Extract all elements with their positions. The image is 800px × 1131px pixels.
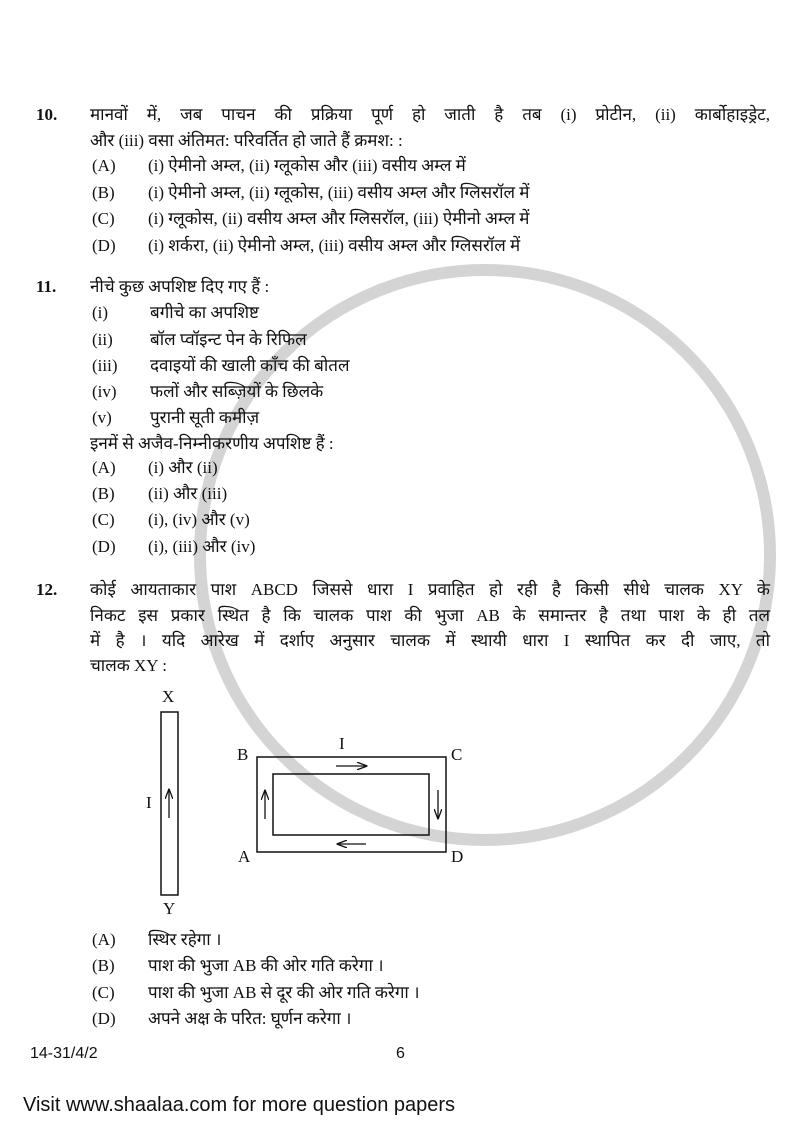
option-text: (i) ऐमीनो अम्ल, (ii) ग्लूकोस, (iii) वसीय अम्ल और ग्लिसरॉल में — [148, 183, 530, 202]
question-prompt: इनमें से अजैव-निम्नीकरणीय अपशिष्ट हैं : — [90, 434, 334, 453]
option-label: (D) — [92, 236, 116, 255]
label-a: A — [238, 847, 251, 866]
question-stem: नीचे कुछ अपशिष्ट दिए गए हैं : — [90, 277, 270, 296]
option-text: (ii) और (iii) — [148, 484, 228, 503]
option-text: (i) और (ii) — [148, 458, 218, 477]
option-label: (B) — [92, 183, 115, 202]
question-stem: मानवों में, जब पाचन की प्रक्रिया पूर्ण हो जाती है तब (i) प्रोटीन, (ii) कार्बोहाइड्रेट, — [90, 105, 770, 124]
question-number: 12. — [36, 580, 58, 599]
option-label: (C) — [92, 209, 115, 228]
label-y: Y — [163, 899, 176, 918]
label-x: X — [162, 687, 175, 706]
option-text: (i) ऐमीनो अम्ल, (ii) ग्लूकोस और (iii) वसीय अम्ल में — [148, 156, 466, 175]
item-label: (ii) — [92, 330, 113, 349]
option-text: स्थिर रहेगा । — [148, 930, 222, 949]
question-number: 10. — [36, 105, 58, 124]
item-text: पुरानी सूती कमीज़ — [150, 408, 260, 427]
label-rod-current: I — [146, 793, 152, 812]
loop-outer — [257, 757, 446, 852]
item-label: (iv) — [92, 382, 117, 401]
option-text: पाश की भुजा AB से दूर की ओर गति करेगा । — [148, 983, 420, 1002]
loop-inner — [273, 774, 429, 835]
question-stem: कोई आयताकार पाश ABCD जिससे धारा I प्रवाहित हो रही है किसी सीधे चालक XY के — [90, 580, 770, 599]
item-text: फलों और सब्ज़ियों के छिलके — [150, 382, 324, 401]
question-stem: और (iii) वसा अंतिमत: परिवर्तित हो जाते हैं क्रमश: : — [90, 131, 403, 150]
option-label: (C) — [92, 510, 115, 529]
item-label: (i) — [92, 303, 109, 322]
option-label: (A) — [92, 458, 116, 477]
option-label: (D) — [92, 537, 116, 556]
option-text: (i), (iii) और (iv) — [148, 537, 256, 556]
item-text: बॉल प्वॉइन्ट पेन के रिफिल — [150, 330, 307, 349]
paper-code: 14-31/4/2 — [30, 1045, 98, 1062]
question-stem: चालक XY : — [90, 656, 167, 675]
item-text: दवाइयों की खाली काँच की बोतल — [150, 356, 350, 375]
label-loop-current: I — [339, 734, 345, 753]
option-label: (A) — [92, 156, 116, 175]
label-d: D — [451, 847, 464, 866]
option-text: (i), (iv) और (v) — [148, 510, 250, 529]
option-text: (i) शर्करा, (ii) ऐमीनो अम्ल, (iii) वसीय अम्ल और ग्लिसरॉल में — [148, 236, 521, 255]
question-number: 11. — [36, 277, 57, 296]
visit-link[interactable]: Visit www.shaalaa.com for more question papers — [23, 1094, 456, 1116]
label-c: C — [451, 745, 463, 764]
page-number: 6 — [396, 1045, 405, 1062]
option-label: (D) — [92, 1009, 116, 1028]
option-text: अपने अक्ष के परित: घूर्णन करेगा । — [148, 1009, 352, 1028]
item-label: (v) — [92, 408, 112, 427]
option-label: (B) — [92, 484, 115, 503]
item-text: बगीचे का अपशिष्ट — [150, 303, 259, 322]
option-text: (i) ग्लूकोस, (ii) वसीय अम्ल और ग्लिसरॉल, (iii) ऐमीनो अम्ल में — [148, 209, 530, 228]
label-b: B — [237, 745, 249, 764]
question-stem: निकट इस प्रकार स्थित है कि चालक पाश की भुजा AB के समान्तर है तथा पाश के ही तल — [90, 606, 770, 625]
option-label: (A) — [92, 930, 116, 949]
option-label: (B) — [92, 956, 115, 975]
question-stem: में है । यदि आरेख में दर्शाए अनुसार चालक में स्थायी धारा I स्थापित कर दी जाए, तो — [90, 631, 770, 650]
item-label: (iii) — [92, 356, 118, 375]
option-label: (C) — [92, 983, 115, 1002]
option-text: पाश की भुजा AB की ओर गति करेगा । — [148, 956, 384, 975]
